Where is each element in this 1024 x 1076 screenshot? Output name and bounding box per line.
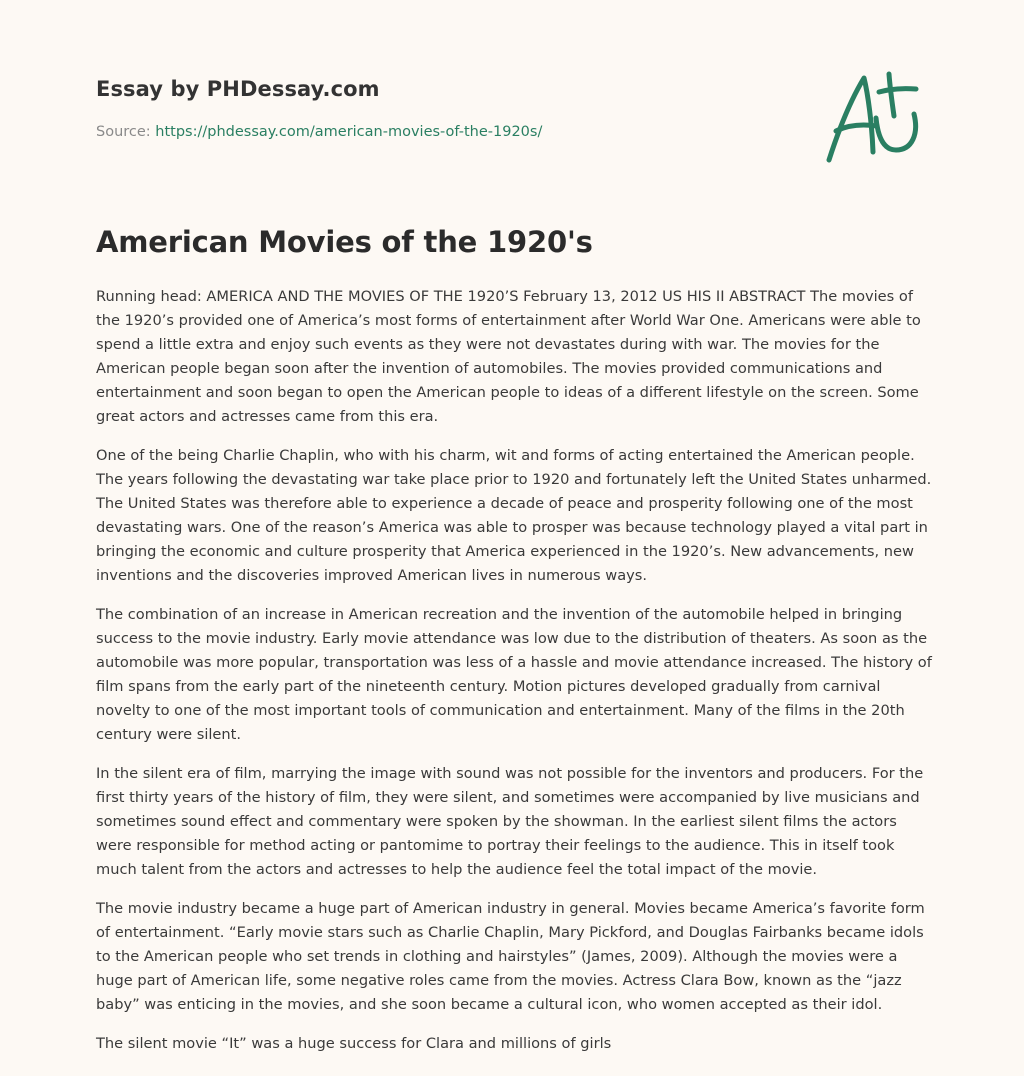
essay-paragraph: The movie industry became a huge part of American industry in general. Movies became America’s favorite form of entertainment. “Early movie stars such as Charlie Chaplin, Mary Pickford, and Douglas Fairbanks became idols to the American people who set trends in clothing and hairstyles” (James, 2009). Although the movies were a huge part of American life, some negative roles came from the movies. Actress Clara Bow, known as the “jazz baby” was enticing in the movies, and she soon became a cultural icon, who women accepted as their idol. [96, 900, 925, 1013]
essay-paragraph: The combination of an increase in American recreation and the invention of the automobile helped in bringing success to the movie industry. Early movie attendance was low due to the distribution of theaters. As soon as the automobile was more popular, transportation was less of a hassle and movie attendance increased. The history of film spans from the early part of the nineteenth century. Motion pictures developed gradually from carnival novelty to one of the most important tools of communication and entertainment. Many of the films in the 20th century were silent. [96, 606, 932, 743]
essay-title: American Movies of the 1920's [96, 225, 593, 259]
essay-paragraph: One of the being Charlie Chaplin, who with his charm, wit and forms of acting entertained the American people. The years following the devastating war take place prior to 1920 and fortunately left the United States unharmed. The United States was therefore able to experience a decade of peace and prosperity following one of the most devastating wars. One of the reason’s America was able to prosper was because technology played a vital part in bringing the economic and culture prosperity that America experienced in the 1920’s. New advancements, new inventions and the discoveries improved American lives in numerous ways. [96, 447, 932, 584]
essay-paragraph: The silent movie “It” was a huge success for Clara and millions of girls [96, 1035, 612, 1052]
essay-paragraph: Running head: AMERICA AND THE MOVIES OF THE 1920’S February 13, 2012 US HIS II ABSTRACT The movies of the 1920’s provided one of America’s most forms of entertainment after World War One. Americans were able to spend a little extra and enjoy such events as they were not devastates during with war. The movies for the American people began soon after the invention of automobiles. The movies provided communications and entertainment and soon began to open the American people to ideas of a different lifestyle on the screen. Some great actors and actresses came from this era. [96, 288, 921, 425]
source-link[interactable]: https://phdessay.com/american-movies-of-the-1920s/ [155, 124, 543, 140]
source-label: Source: [96, 124, 151, 140]
essay-paragraph: In the silent era of film, marrying the image with sound was not possible for the inventors and producers. For the first thirty years of the history of film, they were silent, and sometimes were accompanied by live musicians and sometimes sound effect and commentary were spoken by the showman. In the earliest silent films the actors were responsible for method acting or pantomime to portray their feelings to the audience. This in itself took much talent from the actors and actresses to help the audience feel the total impact of the movie. [96, 765, 924, 878]
essay-body [96, 285, 932, 1071]
source-line [96, 124, 542, 140]
a-plus-logo-icon [826, 66, 926, 164]
site-title: Essay by PHDessay.com [96, 77, 380, 101]
